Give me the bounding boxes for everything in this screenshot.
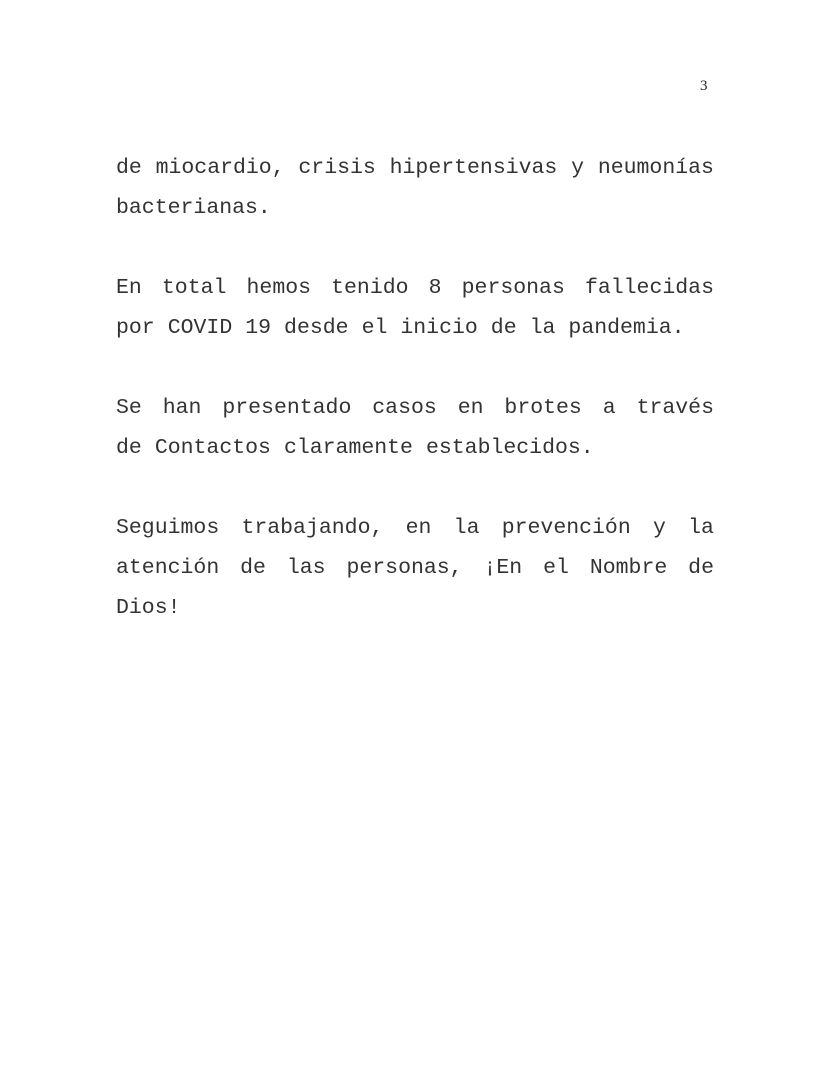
- text-line: [116, 308, 714, 348]
- word: neumonías: [597, 156, 714, 180]
- word: las: [286, 556, 326, 580]
- word: inicio: [400, 316, 478, 340]
- text-line: [116, 388, 714, 428]
- word: bacterianas.: [116, 196, 271, 220]
- word: la: [453, 516, 480, 540]
- word: brotes: [504, 396, 582, 420]
- word: de: [116, 436, 142, 460]
- word: COVID: [167, 316, 233, 340]
- word: Contactos: [154, 436, 271, 460]
- text-line: [116, 428, 714, 468]
- paragraph: [116, 268, 714, 348]
- word: establecidos.: [425, 436, 594, 460]
- word: ¡En: [483, 556, 523, 580]
- word: a: [602, 396, 616, 420]
- word: de: [116, 156, 142, 180]
- paragraph: [116, 508, 714, 628]
- word: Seguimos: [116, 516, 220, 540]
- word: prevención: [501, 516, 631, 540]
- word: de: [490, 316, 517, 340]
- word: de: [688, 556, 714, 580]
- word: pandemia.: [568, 316, 685, 340]
- word: el: [543, 556, 569, 580]
- word: Dios!: [116, 596, 181, 620]
- text-line: [116, 268, 714, 308]
- word: en: [457, 396, 484, 420]
- word: y: [652, 516, 666, 540]
- word: hemos: [246, 276, 312, 300]
- text-line: [116, 148, 714, 188]
- word: Nombre: [589, 556, 668, 580]
- text-line: [116, 508, 714, 548]
- word: en: [405, 516, 432, 540]
- word: crisis: [298, 156, 376, 180]
- word: fallecidas: [584, 276, 714, 300]
- word: la: [688, 516, 714, 540]
- text-line: [116, 588, 714, 628]
- word: miocardio,: [155, 156, 285, 180]
- word: el: [361, 316, 388, 340]
- word: trabajando,: [241, 516, 384, 540]
- word: 8: [428, 276, 442, 300]
- word: presentado: [222, 396, 352, 420]
- word: 19: [245, 316, 272, 340]
- word: personas,: [346, 556, 463, 580]
- word: de: [240, 556, 266, 580]
- word: tenido: [331, 276, 409, 300]
- word: la: [529, 316, 556, 340]
- word: por: [116, 316, 155, 340]
- word: Se: [116, 396, 142, 420]
- word: desde: [284, 316, 349, 340]
- word: atención: [116, 556, 220, 580]
- word: En: [116, 276, 142, 300]
- word: claramente: [283, 436, 413, 460]
- text-line: [116, 548, 714, 588]
- word: han: [162, 396, 202, 420]
- word: hipertensivas: [389, 156, 558, 180]
- paragraph-gap: [116, 228, 714, 268]
- paragraph-gap: [116, 468, 714, 508]
- paragraph: [116, 388, 714, 468]
- word: total: [161, 276, 227, 300]
- paragraph: [116, 148, 714, 228]
- page-number: 3: [700, 78, 708, 94]
- word: personas: [461, 276, 565, 300]
- document-body: [116, 148, 714, 628]
- word: y: [571, 156, 585, 180]
- paragraph-gap: [116, 348, 714, 388]
- word: través: [636, 396, 714, 420]
- text-line: [116, 188, 714, 228]
- word: casos: [372, 396, 437, 420]
